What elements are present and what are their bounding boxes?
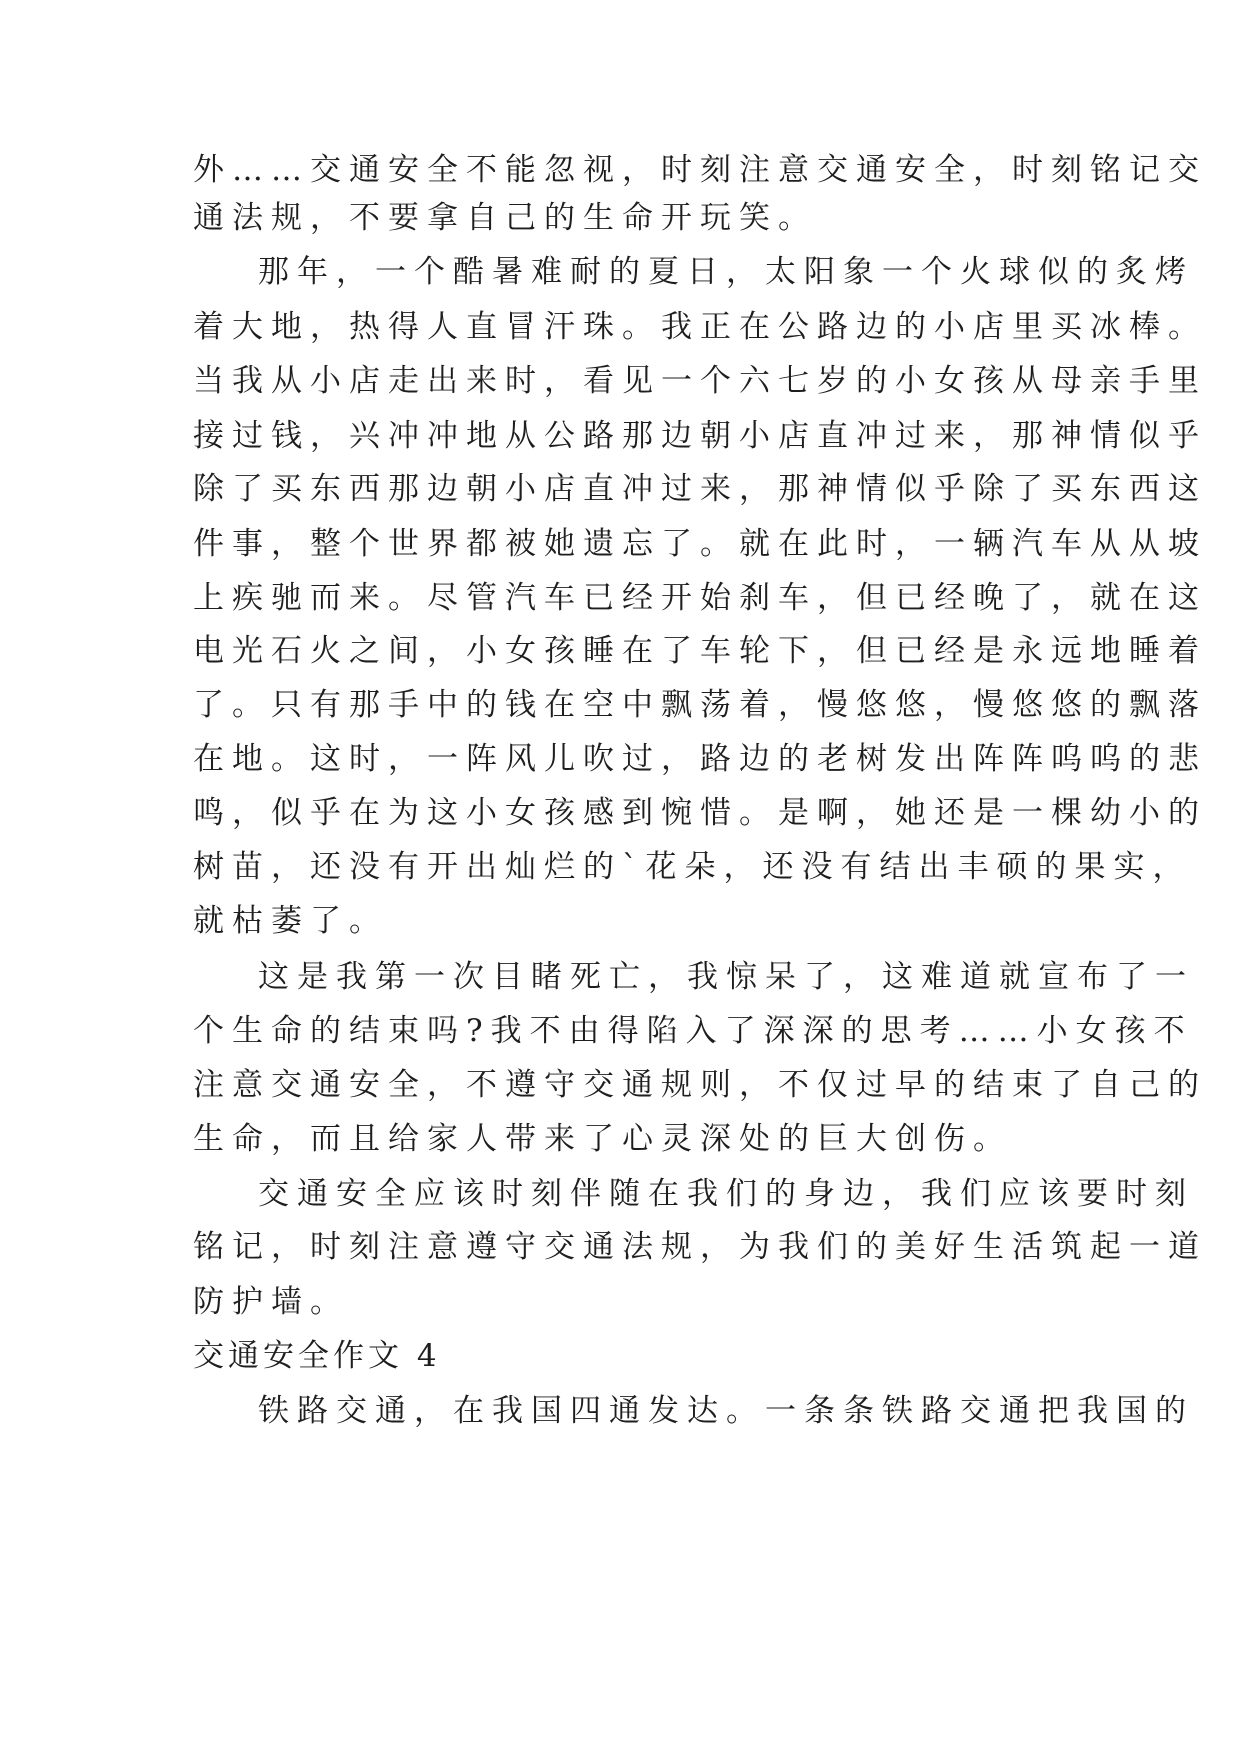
text-line: 防护墙。 [193, 1284, 349, 1320]
paragraph-start-line: 那年，一个酷暑难耐的夏日，太阳象一个火球似的炙烤 [258, 254, 1194, 290]
paragraph-start-line: 交通安全应该时刻伴随在我们的身边，我们应该要时刻 [258, 1176, 1194, 1212]
text-line: 个生命的结束吗?我不由得陷入了深深的思考……小女孩不 [193, 1013, 1193, 1049]
text-line: 当我从小店走出来时，看见一个六七岁的小女孩从母亲手里 [193, 363, 1207, 399]
text-line: 在地。这时，一阵风儿吹过，路边的老树发出阵阵呜呜的悲 [193, 741, 1207, 777]
text-line: 就枯萎了。 [193, 903, 388, 939]
text-line: 生命，而且给家人带来了心灵深处的巨大创伤。 [193, 1121, 1012, 1157]
text-line: 注意交通安全，不遵守交通规则，不仅过早的结束了自己的 [193, 1067, 1207, 1103]
paragraph-start-line: 铁路交通，在我国四通发达。一条条铁路交通把我国的 [258, 1393, 1194, 1429]
text-line: 电光石火之间，小女孩睡在了车轮下，但已经是永远地睡着 [193, 633, 1207, 669]
text-line: 着大地，热得人直冒汗珠。我正在公路边的小店里买冰棒。 [193, 309, 1207, 345]
text-line: 通法规，不要拿自己的生命开玩笑。 [193, 200, 817, 236]
text-line: 除了买东西那边朝小店直冲过来，那神情似乎除了买东西这 [193, 471, 1207, 507]
text-line: 鸣，似乎在为这小女孩感到惋惜。是啊，她还是一棵幼小的 [193, 795, 1207, 831]
text-line: 了。只有那手中的钱在空中飘荡着，慢悠悠，慢悠悠的飘落 [193, 687, 1207, 723]
text-line: 树苗，还没有开出灿烂的`花朵，还没有结出丰硕的果实， [193, 849, 1192, 885]
text-line: 铭记，时刻注意遵守交通法规，为我们的美好生活筑起一道 [193, 1229, 1207, 1265]
section-heading: 交通安全作文 4 [193, 1338, 441, 1374]
text-line: 件事，整个世界都被她遗忘了。就在此时，一辆汽车从从坡 [193, 526, 1207, 562]
text-line: 接过钱，兴冲冲地从公路那边朝小店直冲过来，那神情似乎 [193, 418, 1207, 454]
text-line: 上疾驰而来。尽管汽车已经开始刹车，但已经晚了，就在这 [193, 580, 1207, 616]
paragraph-start-line: 这是我第一次目睹死亡，我惊呆了，这难道就宣布了一 [258, 959, 1194, 995]
text-line: 外……交通安全不能忽视，时刻注意交通安全，时刻铭记交 [193, 152, 1207, 188]
